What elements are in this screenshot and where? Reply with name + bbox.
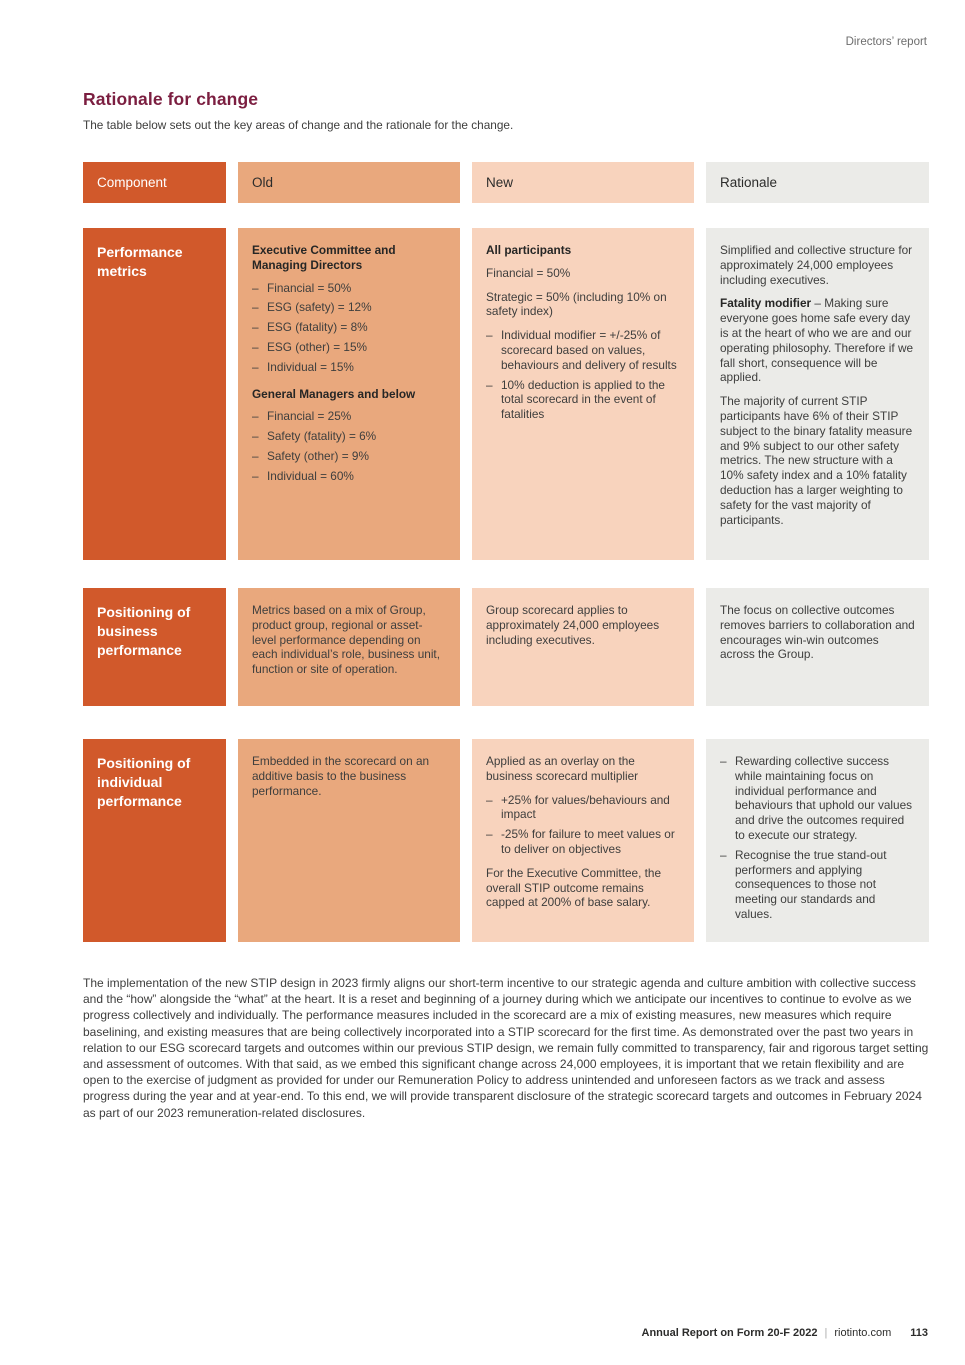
column-header-component: Component (83, 162, 226, 203)
component-cell (83, 739, 226, 942)
cell-paragraph: Financial = 50% (486, 265, 571, 280)
bold-lead: Fatality modifier (720, 296, 812, 311)
list-item: – Recognise the true stand-out performers and applying consequences to those not meeting our standards and values. (720, 848, 915, 922)
cell-heading: Executive Committee and Managing Directors (252, 243, 396, 272)
column-header-old: Old (238, 162, 460, 203)
list-item: – 10% deduction is applied to the total scorecard in the event of fatalities (486, 378, 680, 422)
page-title: Rationale for change (83, 89, 259, 109)
dash-list (486, 328, 680, 422)
new-cell (472, 739, 694, 942)
rationale-cell (706, 228, 929, 560)
column-header-rationale: Rationale (706, 162, 929, 203)
component-label: Positioning of business performance (97, 604, 191, 658)
table-row-business-performance (83, 588, 929, 706)
cell-paragraph (720, 296, 915, 385)
page-footer (642, 1327, 929, 1339)
list-item: – ESG (safety) = 12% (252, 300, 446, 315)
paragraph-rest: – Making sure everyone goes home safe every day is at the heart of who we are and our operating philosophy. Therefore if we fall short, consequence will be applied. (720, 296, 914, 385)
list-item: – Safety (other) = 9% (252, 449, 446, 464)
footer-report-title: Annual Report on Form 20-F 2022 (641, 1327, 818, 1339)
rationale-cell (706, 588, 929, 706)
list-item: – Safety (fatality) = 6% (252, 429, 446, 444)
list-item: – -25% for failure to meet values or to deliver on objectives (486, 827, 680, 857)
cell-heading: General Managers and below (252, 386, 416, 401)
dash-list (252, 409, 446, 483)
component-cell (83, 588, 226, 706)
old-cell (238, 228, 460, 560)
list-item: – +25% for values/behaviours and impact (486, 793, 680, 823)
list-item: – ESG (fatality) = 8% (252, 320, 446, 335)
list-item: – ESG (other) = 15% (252, 340, 446, 355)
new-cell (472, 588, 694, 706)
cell-paragraph: Applied as an overlay on the business scorecard multiplier (486, 754, 639, 783)
cell-paragraph: Embedded in the scorecard on an additive basis to the business performance. (252, 754, 430, 798)
component-label: Performance metrics (97, 244, 183, 279)
cell-heading: All participants (486, 243, 572, 257)
list-item: – Individual = 15% (252, 360, 446, 375)
new-cell (472, 228, 694, 560)
cell-paragraph: Group scorecard applies to approximately 24,000 employees including executives. (486, 603, 660, 647)
footer-site-link: riotinto.com (834, 1327, 892, 1339)
cell-paragraph: Simplified and collective structure for approximately 24,000 employees including executives. (720, 243, 913, 287)
cell-paragraph: The focus on collective outcomes removes barriers to collaboration and encourages win-win outcomes across the Group. (720, 603, 915, 662)
cell-paragraph: Strategic = 50% (including 10% on safety index) (486, 289, 667, 319)
dash-list (486, 793, 680, 857)
list-item: – Financial = 50% (252, 281, 446, 296)
table-row-individual-performance (83, 739, 929, 942)
footer-page-number: 113 (910, 1327, 928, 1339)
old-cell (238, 739, 460, 942)
list-item: – Financial = 25% (252, 409, 446, 424)
page-content (83, 88, 929, 1121)
cell-paragraph: Metrics based on a mix of Group, product group, regional or asset-level performance depending on each individual’s role, business unit, function or site of operation. (252, 603, 440, 677)
table-header-row (83, 162, 929, 203)
rationale-cell (706, 739, 929, 942)
footer-separator: | (824, 1327, 828, 1339)
dash-list (252, 281, 446, 375)
list-item: – Individual = 60% (252, 469, 446, 484)
running-header: Directors’ report (845, 36, 927, 48)
column-header-new: New (472, 162, 694, 203)
page-subtitle: The table below sets out the key areas of change and the rationale for the change. (83, 118, 514, 132)
list-item: – Individual modifier = +/-25% of scorecard based on values, behaviours and delivery of results (486, 328, 680, 372)
closing-paragraph: The implementation of the new STIP design in 2023 firmly aligns our short-term incentive to our strategic agenda and culture ambition with collective success and the “how” alongside the “what” at the heart. It is a reset and beginning of a journey during which we anticipate our incentives to continue to evolve as we progress collectively and individually. The performance measures included in the scorecard are a mix of existing measures, new measures which require baselining, and existing measures that are being collectively incorporated into a STIP scorecard for the first time. As demonstrated over the past two years in relation to our ESG scorecard targets and outcomes within our previous STIP design, we remain fully committed to transparency, fair and rigorous target setting and assessment of outcomes. With that said, as we embed this significant change across 24,000 employees, it is important that we retain flexibility and are open to the exercise of judgment as provided for under our Remuneration Policy to address unintended and unforeseen factors as we track and assess progress during the year and at year-end. To this end, we will provide transparent disclosure of the strategic scorecard targets and outcomes in February 2024 as part of our 2023 remuneration-related disclosures. (83, 976, 929, 1120)
dash-list (720, 754, 915, 922)
cell-paragraph: The majority of current STIP participants have 6% of their STIP subject to the binary fatality measure and 9% subject to our other safety metrics. The new structure with a 10% safety index and a 10% fatality deduction has a larger weighting to safety for the vast majority of participants. (720, 394, 913, 527)
table-row-performance-metrics (83, 228, 929, 560)
old-cell (238, 588, 460, 706)
component-label: Positioning of individual performance (97, 755, 191, 809)
cell-paragraph: For the Executive Committee, the overall STIP outcome remains capped at 200% of base salary. (486, 865, 662, 910)
list-item: – Rewarding collective success while maintaining focus on individual performance and behaviours that uphold our values and drive the outcomes required to execute our strategy. (720, 754, 915, 843)
component-cell (83, 228, 226, 560)
